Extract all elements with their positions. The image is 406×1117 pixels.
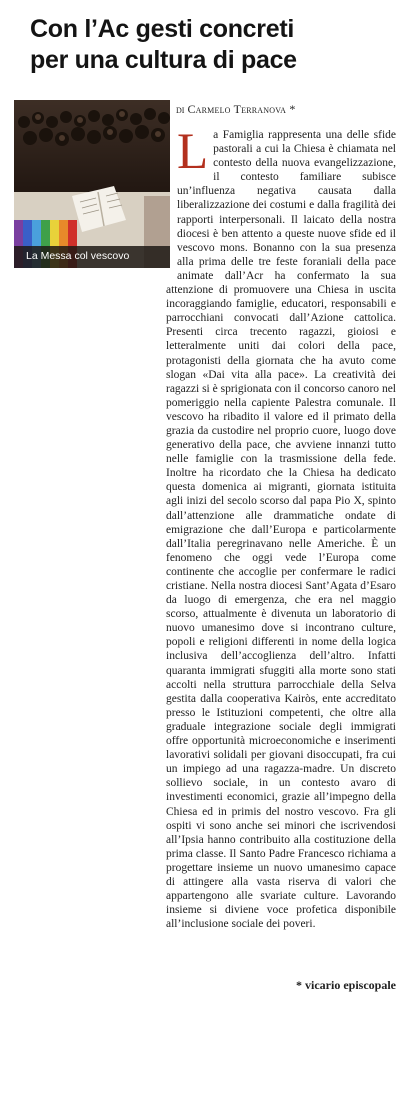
bottom-wrap-space (14, 587, 166, 1117)
headline (30, 14, 400, 76)
byline-prefix: di (176, 102, 185, 116)
byline-author: Carmelo Terranova * (187, 102, 296, 116)
photo-wrap-space (14, 128, 177, 269)
article-text: a Famiglia rappresenta una delle sfide pastorali a cui la Chiesa è chiamata nel contesto della nuova evangelizzazione, il contesto familiare subisce un’influenza negativa causata dalla liberalizzazione dei costumi e dalla fragilità dei rapporti interpersonali. Il laicato della nostra diocesi è ben attento a queste nuove sfide ed il vescovo mons. Bonanno con la sua presenza alla prima delle tre feste foraniali della pace animate dall’Acr ha confermato la sua attenzione di promuovere una Chiesa in uscita incoraggiando famiglie, educatori, responsabili e parrocchiani convocati dall’Azione cattolica. Presenti circa trecento ragazzi, gioiosi e letteralmente uniti dai colori della pace, protagonisti della giornata che ha avuto come slogan «Dai vita alla pace». La creatività dei ragazzi si è sprigionata con il concorso canoro nel pomeriggio nella capiente Palestra comunale. Il vescovo ha ribadito il valore ed il primato della grazia da custodire nel proprio cuore, luogo dove generativo della pace, che avviene innanzi tutto nelle famiglie con la trasmissione della fede. Inoltre ha ricordato che la Chiesa ha dedicato questa domenica ai migranti, giornata istituita agli inizi del secolo scorso dal papa Pio X, spinto dall’attenzione alle drammatiche ondate di emigrazione che dall’Europa e particolarmente dall’Italia peregrinavano nelle Americhe. È un fenomeno che oggi vede l’Europa come continente che accoglie per confermare le radici cristiane. Nella nostra diocesi Sant’Agata d’Esaro da luogo di emergenza, che era nel maggio scorso, attualmente è divenuta un laboratorio di nuovo umanesimo dove si incontrano culture, popoli e religioni differenti in nome della logica inclusiva dell’accoglienza dell’altro. Infatti quaranta immigrati sfuggiti alla morte sono stati accolti nella struttura parrocchiale della Selva gestita dalla cooperativa Kairòs, ente accreditato presso le Istituzioni competenti, che oltre alla graduale integrazione sociale degli immigrati offre opportunità microeconomiche e inserimenti lavorativi solidali per giovani disoccupati, fra cui un impiego ad una ragazza-madre. Un discreto sollievo sociale, in un contesto avaro di investimenti economici, grazie all’impegno della Chiesa ed in primis del nostro vescovo. Fra gli ospiti vi sono anche sei minori che iscrivendosi all’Ipsia hanno contribuito alla costituzione della prima classe. Il Santo Padre Francesco richiama a progettare insieme un nuovo umanesimo capace di attingere alla vasta riserva di valori che appartengono alle svariate culture. Lavorando insieme si diviene voce profetica disponibile all’inclusione sociale dei poveri. (166, 129, 396, 931)
byline (176, 101, 398, 117)
article-body (14, 124, 396, 1117)
headline-line-2: per una cultura di pace (30, 46, 297, 74)
author-footnote: * vicario episcopale (296, 978, 396, 992)
photo-caption: La Messa col vescovo (14, 246, 170, 268)
drop-cap: L (177, 124, 209, 180)
headline-line-1: Con l’Ac gesti concreti (30, 15, 294, 43)
